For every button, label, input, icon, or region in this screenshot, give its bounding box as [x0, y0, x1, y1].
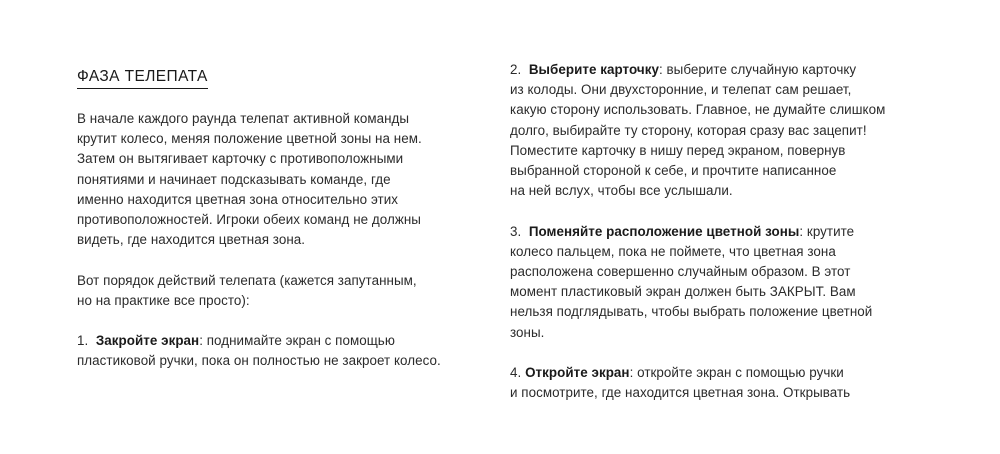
order-paragraph [77, 271, 489, 311]
text-line: но на практике все просто): [77, 292, 250, 308]
text-line: пластиковой ручки, пока он полностью не закроет колесо. [77, 353, 441, 369]
step-number: 4. [510, 365, 522, 381]
step-title: Поменяйте расположение цветной зоны [528, 223, 800, 239]
text-line: какую сторону использовать. Главное, не думайте слишком [510, 102, 886, 118]
section-heading: ФАЗА ТЕЛЕПАТА [77, 67, 208, 89]
text-line: именно находится цветная зона относительно этих [77, 191, 398, 207]
text-line: Затем он вытягивает карточку с противоположными [77, 151, 404, 167]
step-1 [77, 331, 489, 371]
text-line: видеть, где находится цветная зона. [77, 232, 306, 248]
text-line: долго, выбирайте ту сторону, которая сразу вас зацепит! [510, 122, 867, 138]
step-number: 2. [510, 62, 522, 77]
step-title: Закройте экран [95, 333, 200, 349]
step-text: : поднимайте экран с помощью [199, 333, 395, 349]
text-line: и посмотрите, где находится цветная зона. Открывать [510, 385, 851, 401]
text-line: крутит колесо, меняя положение цветной зоны на нем. [77, 131, 422, 147]
step-4 [510, 363, 920, 403]
step-3 [510, 222, 920, 343]
text-line: на ней вслух, чтобы все услышали. [510, 183, 733, 199]
step-text: : крутите [799, 223, 855, 239]
text-line: противоположностей. Игроки обеих команд не должны [77, 212, 421, 228]
step-number: 3. [510, 223, 522, 239]
text-line: колесо пальцем, пока не поймете, что цветная зона [510, 243, 836, 259]
intro-paragraph [77, 109, 489, 250]
text-line: Поместите карточку в нишу перед экраном, повернув [510, 142, 846, 158]
text-line: выбранной стороной к себе, и прочтите написанное [510, 163, 837, 179]
text-line: В начале каждого раунда телепат активной команды [77, 111, 410, 126]
text-line: из колоды. Они двухсторонние, и телепат сам решает, [510, 82, 852, 98]
step-text: : откройте экран с помощью ручки [629, 365, 844, 381]
text-line: момент пластиковый экран должен быть ЗАКРЫТ. Вам [510, 284, 856, 300]
text-line: Вот порядок действий телепата (кажется запутанным, [77, 272, 417, 288]
step-text: : выберите случайную карточку [658, 62, 857, 77]
step-number: 1. [77, 333, 89, 349]
text-line: нельзя подглядывать, чтобы выбрать положение цветной [510, 304, 873, 320]
step-title: Выберите карточку [528, 62, 659, 77]
text-line: понятиями и начинает подсказывать команде, где [77, 171, 391, 187]
step-title: Откройте экран [525, 365, 630, 381]
text-line: расположена совершенно случайным образом. В этот [510, 264, 851, 280]
step-2 [510, 60, 920, 201]
right-column [510, 60, 920, 403]
left-column [77, 60, 489, 372]
text-line: зоны. [510, 324, 545, 340]
